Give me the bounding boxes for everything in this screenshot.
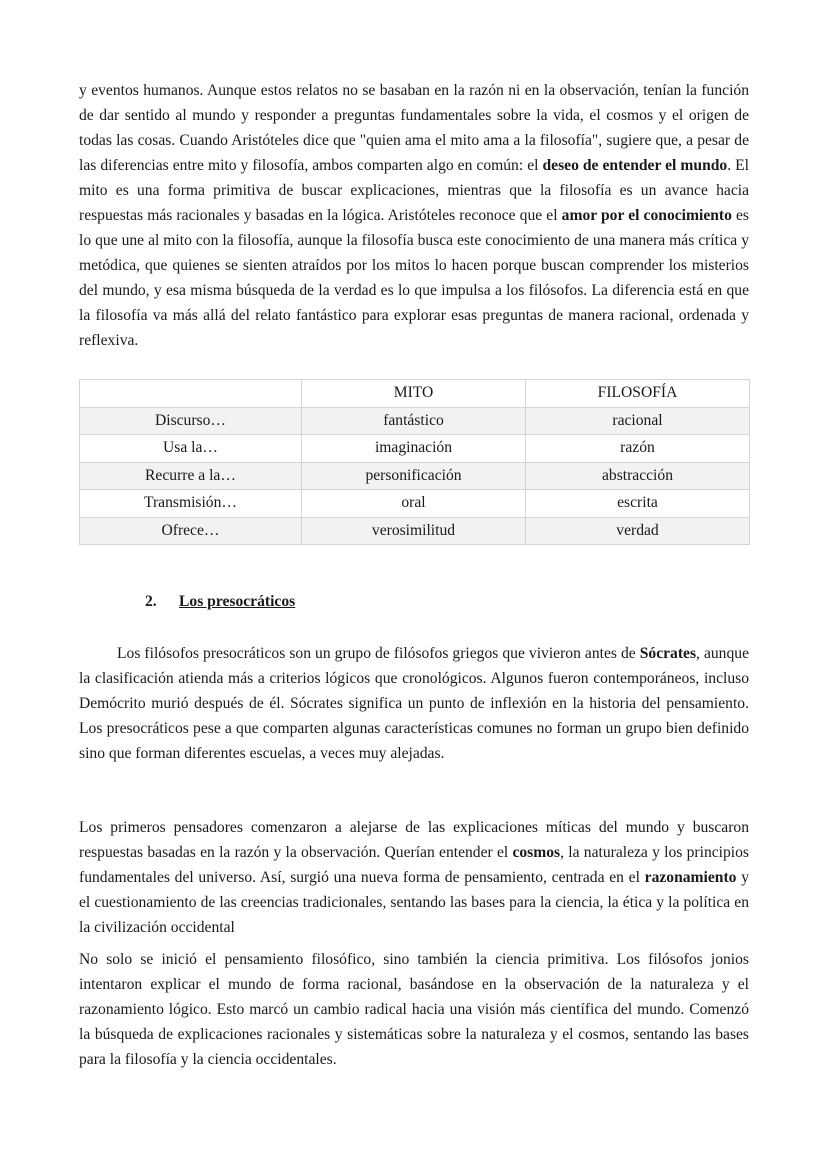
text-run: , aunque la clasificación atienda más a criterios lógicos que cronológicos. Algunos fueron contemporáneos, incluso Demócrito murió después de él. Sócrates significa un punto de inflexión en la historia del pensamiento. Los presocráticos pese a que comparten algunas características comunes no forman un grupo bien definido sino que forman diferentes escuelas, a veces muy alejadas. [79, 645, 749, 762]
emphasized-text: Sócrates [639, 645, 697, 662]
table-cell: personificación [302, 462, 526, 490]
table-row [80, 490, 750, 518]
table-cell: Usa la… [80, 435, 302, 463]
table-row [80, 462, 750, 490]
table-row [80, 407, 750, 435]
section-title: Los presocráticos [179, 593, 296, 610]
table-cell: imaginación [302, 435, 526, 463]
table-cell: escrita [526, 490, 750, 518]
text-run: y el cuestionamiento de las creencias tradicionales, sentando las bases para la ciencia, la ética y la política en la civilización occidental [79, 869, 749, 936]
text-run: Los filósofos presocráticos son un grupo de filósofos griegos que vivieron antes de [117, 645, 640, 662]
table-cell: razón [526, 435, 750, 463]
table-header-cell: MITO [302, 380, 526, 408]
table-cell: Recurre a la… [80, 462, 302, 490]
table-header-cell: FILOSOFÍA [526, 380, 750, 408]
table-cell: Discurso… [80, 407, 302, 435]
table-cell: racional [526, 407, 750, 435]
table-cell: abstracción [526, 462, 750, 490]
presocraticos-paragraph-container [79, 641, 749, 766]
table-cell: Transmisión… [80, 490, 302, 518]
table-cell: verosimilitud [302, 517, 526, 545]
text-run: y eventos humanos. Aunque estos relatos no se basaban en la razón ni en la observación, tenían la función de dar sentido al mundo y responder a preguntas fundamentales sobre la vida, el cosmos y el origen de todas las cosas. Cuando Aristóteles dice que "quien ama el mito ama a la filosofía", sugiere que, a pesar de las diferencias entre mito y filosofía, ambos comparten algo en común: el [79, 82, 749, 174]
emphasized-text: cosmos [512, 844, 561, 861]
presocraticos-paragraph [79, 641, 749, 766]
table-header-cell [80, 380, 302, 408]
section-number: 2. [145, 593, 157, 610]
table-row [80, 435, 750, 463]
emphasized-text: deseo de entender el mundo [542, 157, 728, 174]
text-run: es lo que une al mito con la filosofía, aunque la filosofía busca este conocimiento de una manera más crítica y metódica, que quienes se sienten atraídos por los mitos lo hacen porque buscan comprender los misterios del mundo, y esa misma búsqueda de la verdad es lo que impulsa a los filósofos. La diferencia está en que la filosofía va más allá del relato fantástico para explorar esas preguntas de manera racional, ordenada y reflexiva. [79, 207, 749, 349]
text-run: Los primeros pensadores comenzaron a alejarse de las explicaciones míticas del mundo y buscaron respuestas basadas en la razón y la observación. Querían entender el [79, 819, 749, 861]
table-header-row [80, 380, 750, 408]
text-run: No solo se inició el pensamiento filosófico, sino también la ciencia primitiva. Los filósofos jonios intentaron explicar el mundo de forma racional, basándose en la observación de la naturaleza y el razonamiento lógico. Esto marcó un cambio radical hacia una visión más científica del mundo. Comenzó la búsqueda de explicaciones racionales y sistemáticas sobre la naturaleza y el cosmos, sentando las bases para la filosofía y la ciencia occidentales. [79, 951, 749, 1068]
intro-paragraph [79, 78, 749, 353]
table-cell: fantástico [302, 407, 526, 435]
table-cell: oral [302, 490, 526, 518]
table-row [80, 517, 750, 545]
section-heading [145, 593, 295, 611]
intro-paragraph-container [79, 78, 749, 353]
table-cell: Ofrece… [80, 517, 302, 545]
emphasized-text: razonamiento [644, 869, 737, 886]
ciencia-primitiva-paragraph [79, 947, 749, 1072]
text-run: . El mito es una forma primitiva de buscar explicaciones, mientras que la filosofía es un avance hacia respuestas más racionales y basadas en la lógica. Aristóteles reconoce que el [79, 157, 749, 224]
primeros-pensadores-paragraph [79, 815, 749, 940]
text-run: , la naturaleza y los principios fundamentales del universo. Así, surgió una nueva forma de pensamiento, centrada en el [79, 844, 749, 886]
emphasized-text: amor por el conocimiento [561, 207, 732, 224]
table-cell: verdad [526, 517, 750, 545]
nosolo-paragraph-container [79, 947, 749, 1072]
mito-filosofia-table [79, 379, 750, 545]
primeros-paragraph-container [79, 815, 749, 940]
